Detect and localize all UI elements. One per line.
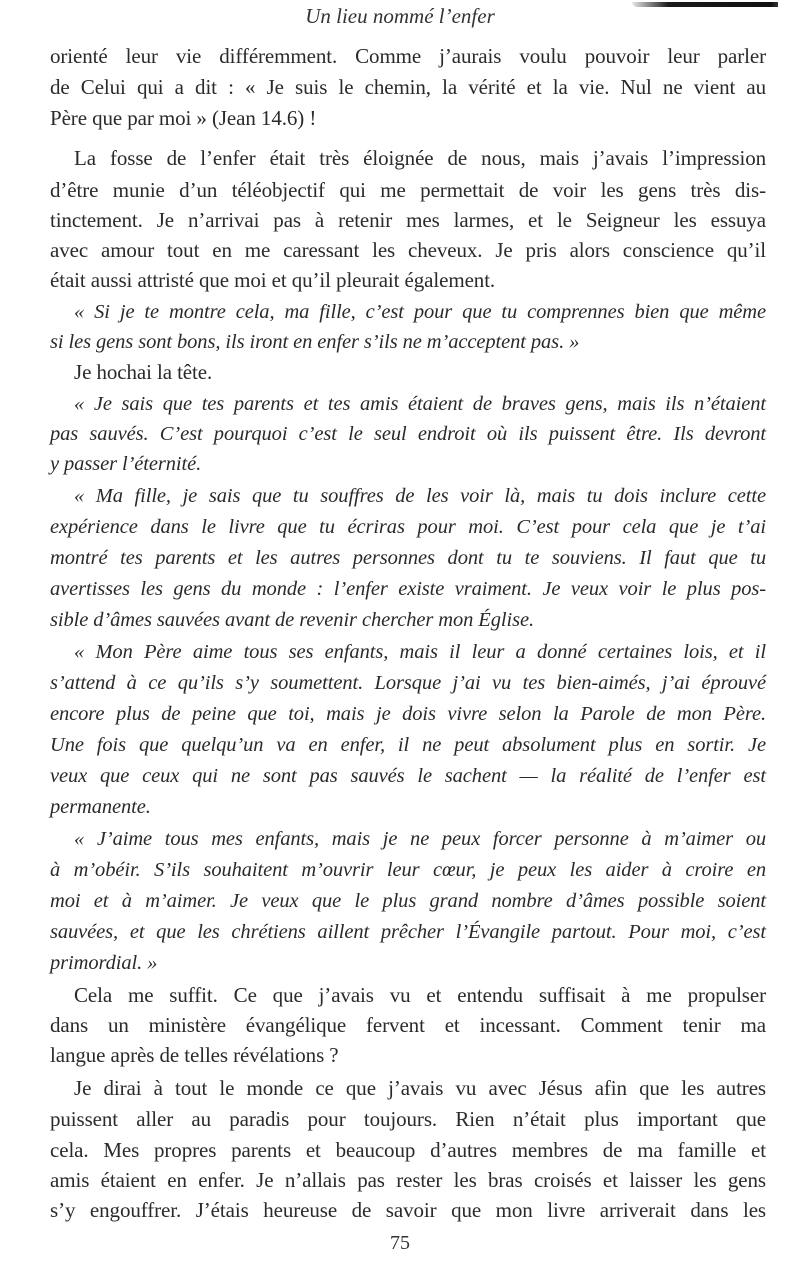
text-line: langue après de telles révélations ? [50, 1043, 339, 1067]
text-line: veux que ceux qui ne sont pas sauvés le sachent — la réalité de l’enfer est [50, 765, 766, 787]
text-line: Je hochai la tête. [74, 360, 213, 384]
text-line: Cela me suffit. Ce que j’avais vu et entendu suffisait à me propulser [74, 983, 766, 1007]
text-line: amis étaient en enfer. Je n’allais pas rester les bras croisés et laisser les gens [50, 1168, 766, 1192]
text-line: sible d’âmes sauvées avant de revenir chercher mon Église. [50, 609, 534, 631]
text-line: pas sauvés. C’est pourquoi c’est le seul endroit où ils puissent être. Ils devront [50, 423, 766, 445]
text-line: s’attend à ce qu’ils s’y soumettent. Lorsque j’ai vu tes bien-aimés, j’ai éprouvé [50, 672, 766, 694]
text-line: « Mon Père aime tous ses enfants, mais il leur a donné certaines lois, et il [74, 641, 766, 663]
text-line: « Si je te montre cela, ma fille, c’est pour que tu comprennes bien que même [74, 301, 766, 323]
text-line: expérience dans le livre que tu écriras pour moi. C’est pour cela que je t’ai [50, 516, 766, 538]
text-line: moi et à m’aimer. Je veux que le plus grand nombre d’âmes possible soient [50, 890, 766, 912]
text-line: puissent aller au paradis pour toujours. Rien n’était plus important que [50, 1107, 766, 1131]
running-head: Un lieu nommé l’enfer [305, 4, 495, 28]
text-line: avertisses les gens du monde : l’enfer existe vraiment. Je veux voir le plus pos- [50, 578, 766, 600]
text-line: de Celui qui a dit : « Je suis le chemin, la vérité et la vie. Nul ne vient au [50, 75, 766, 99]
text-line: tinctement. Je n’arrivai pas à retenir mes larmes, et le Seigneur les essuya [50, 208, 766, 232]
text-line: permanente. [50, 796, 151, 818]
text-line: s’y engouffrer. J’étais heureuse de savoir que mon livre arriverait dans les [50, 1198, 766, 1222]
text-line: primordial. » [50, 952, 158, 974]
text-line: à m’obéir. S’ils souhaitent m’ouvrir leur cœur, je peux les aider à croire en [50, 859, 766, 881]
page-number: 75 [390, 1232, 410, 1254]
text-line: y passer l’éternité. [50, 453, 202, 475]
text-line: orienté leur vie différemment. Comme j’aurais voulu pouvoir leur parler [50, 44, 766, 68]
text-line: « Ma fille, je sais que tu souffres de les voir là, mais tu dois inclure cette [74, 485, 766, 507]
text-line: montré tes parents et les autres personnes dont tu te souviens. Il faut que tu [50, 547, 766, 569]
text-line: La fosse de l’enfer était très éloignée de nous, mais j’avais l’impression [74, 146, 766, 170]
text-line: Père que par moi » (Jean 14.6) ! [50, 106, 317, 130]
text-line: avec amour tout en me caressant les cheveux. Je pris alors conscience qu’il [50, 238, 766, 262]
text-line: « Je sais que tes parents et tes amis étaient de braves gens, mais ils n’étaient [74, 393, 766, 415]
text-line: Je dirai à tout le monde ce que j’avais vu avec Jésus afin que les autres [74, 1076, 766, 1100]
text-line: sauvées, et que les chrétiens aillent prêcher l’Évangile partout. Pour moi, c’est [50, 921, 766, 943]
text-line: était aussi attristé que moi et qu’il pleurait également. [50, 268, 496, 292]
text-line: dans un ministère évangélique fervent et incessant. Comment tenir ma [50, 1013, 766, 1037]
text-line: encore plus de peine que toi, mais je dois vivre selon la Parole de mon Père. [50, 703, 766, 725]
text-line: « J’aime tous mes enfants, mais je ne peux forcer personne à m’aimer ou [74, 828, 766, 850]
text-line: d’être munie d’un téléobjectif qui me permettait de voir les gens très dis- [50, 178, 766, 202]
text-line: si les gens sont bons, ils iront en enfer s’ils ne m’acceptent pas. » [50, 331, 580, 353]
text-line: cela. Mes propres parents et beaucoup d’autres membres de ma famille et [50, 1138, 766, 1162]
text-line: Une fois que quelqu’un va en enfer, il ne peut absolument plus en sortir. Je [50, 734, 766, 756]
